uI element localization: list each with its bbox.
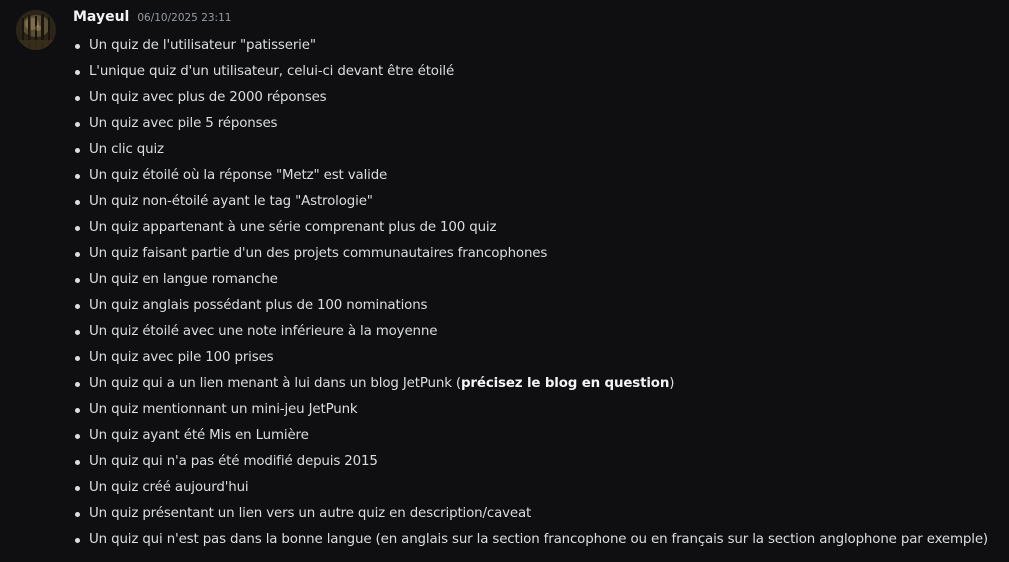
list-item — [73, 527, 1003, 553]
list-item — [73, 319, 1003, 345]
list-item-text: Un quiz avec pile 5 réponses — [89, 116, 278, 131]
list-item — [73, 371, 1003, 397]
bullet-icon — [75, 460, 80, 465]
list-item-text: Un quiz étoilé avec une note inférieure à la moyenne — [89, 324, 438, 339]
list-item-suffix-text: ) — [669, 376, 675, 391]
list-item-text: Un quiz créé aujourd'hui — [89, 480, 249, 495]
list-item-text: Un quiz appartenant à une série comprenant plus de 100 quiz — [89, 220, 497, 235]
list-item — [73, 449, 1003, 475]
list-item — [73, 111, 1003, 137]
bullet-icon — [75, 148, 80, 153]
bullet-icon — [75, 304, 80, 309]
list-item-text: Un quiz faisant partie d'un des projets communautaires francophones — [89, 246, 548, 261]
bullet-icon — [75, 486, 80, 491]
bullet-icon — [75, 434, 80, 439]
list-item-text: Un quiz étoilé où la réponse "Metz" est valide — [89, 168, 388, 183]
bullet-icon — [75, 96, 80, 101]
bullet-icon — [75, 382, 80, 387]
user-avatar[interactable] — [16, 10, 56, 50]
list-item-text: Un quiz non-étoilé ayant le tag "Astrologie" — [89, 194, 373, 209]
list-item — [73, 85, 1003, 111]
author-name[interactable]: Mayeul — [73, 9, 130, 25]
bullet-icon — [75, 512, 80, 517]
bullet-icon — [75, 538, 80, 543]
list-item — [73, 397, 1003, 423]
bullet-icon — [75, 200, 80, 205]
bullet-icon — [75, 122, 80, 127]
bullet-icon — [75, 252, 80, 257]
list-item-bold-text: précisez le blog en question — [461, 376, 670, 391]
list-item-text: Un quiz qui n'a pas été modifié depuis 2015 — [89, 454, 378, 469]
list-item-text: L'unique quiz d'un utilisateur, celui-ci devant être étoilé — [89, 64, 455, 79]
list-item — [73, 501, 1003, 527]
list-item — [73, 215, 1003, 241]
list-item — [73, 293, 1003, 319]
quiz-criteria-list — [73, 33, 1003, 553]
list-item-text: Un quiz ayant été Mis en Lumière — [89, 428, 309, 443]
list-item-text: Un quiz avec plus de 2000 réponses — [89, 90, 327, 105]
list-item-text: Un quiz de l'utilisateur "patisserie" — [89, 38, 316, 53]
list-item — [73, 267, 1003, 293]
message-header — [73, 9, 231, 29]
bullet-icon — [75, 70, 80, 75]
list-item-text: Un quiz qui n'est pas dans la bonne langue (en anglais sur la section francophone ou en français sur la section anglophone par exemple) — [89, 532, 988, 547]
bullet-icon — [75, 226, 80, 231]
list-item-text: Un quiz qui a un lien menant à lui dans un blog JetPunk ( — [89, 376, 461, 391]
bullet-icon — [75, 330, 80, 335]
list-item-text: Un quiz anglais possédant plus de 100 nominations — [89, 298, 428, 313]
bullet-icon — [75, 408, 80, 413]
list-item — [73, 189, 1003, 215]
list-item — [73, 241, 1003, 267]
message-timestamp[interactable]: 06/10/2025 23:11 — [137, 12, 232, 24]
list-item — [73, 345, 1003, 371]
bullet-icon — [75, 278, 80, 283]
list-item — [73, 475, 1003, 501]
bullet-icon — [75, 44, 80, 49]
avatar-forest-icon — [16, 10, 56, 50]
bullet-icon — [75, 174, 80, 179]
list-item-text: Un quiz avec pile 100 prises — [89, 350, 274, 365]
list-item-text: Un quiz mentionnant un mini-jeu JetPunk — [89, 402, 358, 417]
list-item — [73, 163, 1003, 189]
list-item — [73, 59, 1003, 85]
list-item-text: Un quiz en langue romanche — [89, 272, 278, 287]
list-item — [73, 137, 1003, 163]
list-item — [73, 423, 1003, 449]
list-item — [73, 33, 1003, 59]
list-item-text: Un quiz présentant un lien vers un autre quiz en description/caveat — [89, 506, 532, 521]
bullet-icon — [75, 356, 80, 361]
list-item-text: Un clic quiz — [89, 142, 164, 157]
